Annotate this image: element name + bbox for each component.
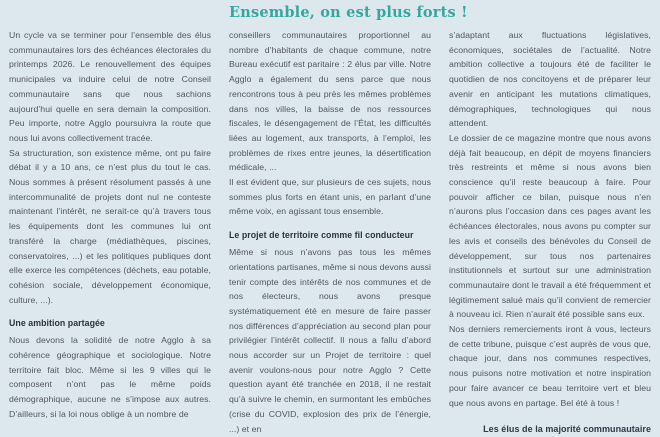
paragraph-remerciements: Nos derniers remerciements iront à vous, lecteurs de cette tribune, puisque c’est auprès de vous que, chaque jour, dans nos communes respectives, nous puisons notre motivation et notre inspiration pour faire avancer ce beau territoire vert et bleu que nous avons en partage. Bel été à tous ! — [449, 324, 651, 408]
paragraph-evident: Il est évident que, sur plusieurs de ces sujets, nous sommes plus forts en étant unis, en parlant d’une même voix, en agissant tous ensemble. — [229, 177, 431, 217]
paragraph-orientations: Même si nous n’avons pas tous les mêmes orientations partisanes, même si nous devons aussi tenir compte des intérêts de nos communes et de nos électeurs, nous avons presque systématiquement été en mesure de faire passer nos différences d’appréciation au second plan pour privilégier l’intérêt collectif. Il nous a fallu d’abord nous accorder sur un Projet de territoire : quel avenir voulons-nous pour notre Agglo ? Cette question ayant été tranchée en 2018, il ne restait qu’à suivre le chemin, en surmontant les embûches (crise du COVID, explosion des prix de l’énergie, ...) et en — [229, 247, 431, 434]
paragraph-dossier: Le dossier de ce magazine montre que nous avons déjà fait beaucoup, en dépit de moyens financiers très restreints et même si nous avons bien conscience qu’il reste beaucoup à faire. Pour pouvoir afficher ce bilan, puisque nous n’en n’aurons plus l’occasion dans ces pages avant les échéances électorales, nous avons pu compter sur les avis et conseils des bénévoles du Conseil de développement, sur tous nos partenaires institutionnels et surtout sur une administration communautaire dont le travail a été fréquemment et légitimement salué mais qu’il convient de remercier à nouveau ici. Rien n’aurait été possible sans eux. — [449, 132, 651, 320]
column-left — [9, 4, 211, 437]
paragraph-cycle: Un cycle va se terminer pour l’ensemble des élus communautaires lors des échéances électorales du printemps 2026. Le renouvellement des équipes municipales va induire celui de notre Conseil communautaire sans que nous sachions aujourd’hui quelle en sera demain la composition. Peu importe, notre Agglo poursuivra la route que nous lui avons collectivement tracée. — [9, 30, 211, 143]
section-heading-projet: Le projet de territoire comme fil conducteur — [229, 230, 414, 241]
article-title: Ensemble, on est plus forts ! — [229, 4, 468, 21]
column-middle — [229, 4, 468, 437]
paragraph-structuration: Sa structuration, son existence même, ont pu faire débat il y a 10 ans, ce n’est plus du tout le cas. Nous sommes à présent résolument passés à une intercommunalité de projets dont nul ne conteste maintenant l’intérêt, ne serait-ce qu’à travers tous les équipements dont les communes lui ont transféré la charge (médiathèques, piscines, conservatoires, ...) et les politiques publiques dont elle exerce les compétences (déchets, eau potable, cohésion sociale, développement économique, culture, ...). — [9, 147, 211, 305]
paragraph-conseillers: conseillers communautaires proportionnel au nombre d’habitants de chaque commune, notre Bureau exécutif est paritaire : 2 élus par ville. Notre Agglo a également du sens parce que nous rencontrons tous à peu près les mêmes problèmes dans nos villes, la baisse de nos ressources fiscales, le désengagement de l’État, les difficultés liées au logement, aux transports, à l’emploi, les problèmes de rixes entre jeunes, la désertification médicale, ... — [229, 30, 431, 173]
column-right — [449, 4, 651, 437]
paragraph-adaptation: s’adaptant aux fluctuations législatives, économiques, sociétales de l’actualité. Notre ambition collective a toujours été de faciliter le quotidien de nos concitoyens et de préparer leur avenir en anticipant les mutations climatiques, démographiques, technologiques qui nous attendent. — [449, 30, 651, 129]
paragraph-solidite: Nous devons la solidité de notre Agglo à sa cohérence géographique et sociologique. Notre territoire fait bloc. Même si les 9 villes qui le composent n’ont pas le même poids démographique, aucune ne s’impose aux autres. D’ailleurs, si la loi nous oblige à un nombre de — [9, 335, 211, 419]
article-signature: Les élus de la majorité communautaire — [483, 424, 651, 435]
section-heading-ambition: Une ambition partagée — [9, 318, 105, 329]
column-layout — [9, 4, 651, 437]
